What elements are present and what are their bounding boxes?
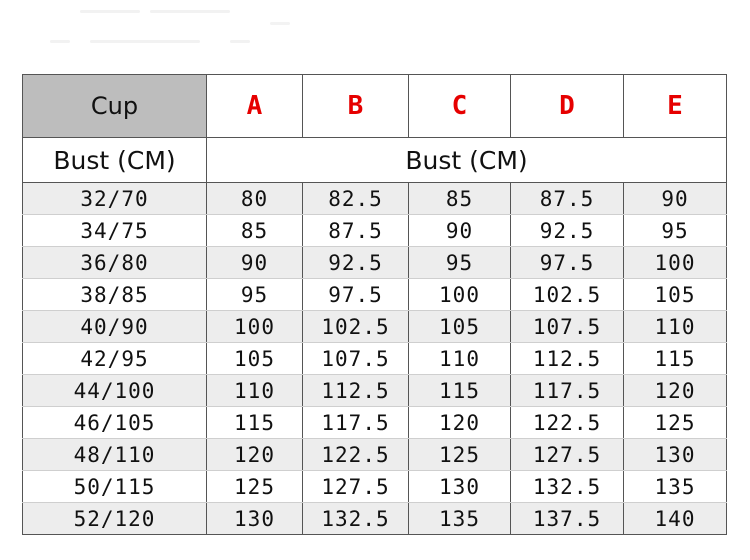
- table-row: [23, 247, 727, 279]
- table-row: [23, 439, 727, 471]
- bust-value-cell: 82.5: [303, 183, 409, 215]
- bust-value-cell: 125: [624, 407, 727, 439]
- bust-value-cell: 107.5: [303, 343, 409, 375]
- bust-value-cell: 140: [624, 503, 727, 535]
- cup-b: B: [303, 75, 409, 138]
- bust-left-label: Bust (CM): [23, 138, 207, 183]
- faint-watermark: [40, 6, 300, 50]
- table-row: [23, 407, 727, 439]
- bust-value-cell: 100: [624, 247, 727, 279]
- bust-value-cell: 87.5: [511, 183, 624, 215]
- bust-value-cell: 115: [624, 343, 727, 375]
- bust-value-cell: 95: [624, 215, 727, 247]
- band-size-cell: 44/100: [23, 375, 207, 407]
- bust-value-cell: 115: [409, 375, 511, 407]
- band-size-cell: 42/95: [23, 343, 207, 375]
- bust-value-cell: 107.5: [511, 311, 624, 343]
- size-chart-table: [22, 74, 727, 535]
- cup-a: A: [207, 75, 303, 138]
- bust-value-cell: 127.5: [511, 439, 624, 471]
- bust-subheader-row: [23, 138, 727, 183]
- bust-value-cell: 95: [409, 247, 511, 279]
- bust-value-cell: 120: [207, 439, 303, 471]
- cup-header-row: [23, 75, 727, 138]
- bust-value-cell: 85: [409, 183, 511, 215]
- table-row: [23, 279, 727, 311]
- bust-value-cell: 105: [409, 311, 511, 343]
- table-row: [23, 375, 727, 407]
- bust-value-cell: 120: [409, 407, 511, 439]
- bust-value-cell: 122.5: [303, 439, 409, 471]
- bust-value-cell: 90: [409, 215, 511, 247]
- bust-value-cell: 102.5: [303, 311, 409, 343]
- bust-value-cell: 95: [207, 279, 303, 311]
- bust-value-cell: 135: [624, 471, 727, 503]
- bust-value-cell: 92.5: [303, 247, 409, 279]
- bust-value-cell: 92.5: [511, 215, 624, 247]
- band-size-cell: 36/80: [23, 247, 207, 279]
- bust-value-cell: 132.5: [511, 471, 624, 503]
- bust-value-cell: 112.5: [511, 343, 624, 375]
- band-size-cell: 38/85: [23, 279, 207, 311]
- bust-value-cell: 80: [207, 183, 303, 215]
- band-size-cell: 34/75: [23, 215, 207, 247]
- bust-value-cell: 112.5: [303, 375, 409, 407]
- table-row: [23, 343, 727, 375]
- cup-corner-label: Cup: [23, 75, 207, 138]
- bust-value-cell: 90: [207, 247, 303, 279]
- bust-value-cell: 110: [207, 375, 303, 407]
- size-rows: [23, 183, 727, 535]
- bust-value-cell: 125: [207, 471, 303, 503]
- bust-value-cell: 100: [207, 311, 303, 343]
- bust-value-cell: 102.5: [511, 279, 624, 311]
- bust-value-cell: 130: [624, 439, 727, 471]
- bust-span-label: Bust (CM): [207, 138, 727, 183]
- bust-value-cell: 117.5: [303, 407, 409, 439]
- bust-value-cell: 130: [207, 503, 303, 535]
- table-row: [23, 471, 727, 503]
- bust-value-cell: 120: [624, 375, 727, 407]
- bust-value-cell: 105: [624, 279, 727, 311]
- table-row: [23, 311, 727, 343]
- bust-value-cell: 87.5: [303, 215, 409, 247]
- cup-e: E: [624, 75, 727, 138]
- bust-value-cell: 97.5: [303, 279, 409, 311]
- cup-c: C: [409, 75, 511, 138]
- bust-value-cell: 110: [624, 311, 727, 343]
- cup-d: D: [511, 75, 624, 138]
- table-row: [23, 215, 727, 247]
- bust-value-cell: 90: [624, 183, 727, 215]
- table-row: [23, 183, 727, 215]
- bust-value-cell: 85: [207, 215, 303, 247]
- bust-value-cell: 97.5: [511, 247, 624, 279]
- bust-value-cell: 125: [409, 439, 511, 471]
- bust-value-cell: 132.5: [303, 503, 409, 535]
- table-row: [23, 503, 727, 535]
- bust-value-cell: 115: [207, 407, 303, 439]
- bust-value-cell: 127.5: [303, 471, 409, 503]
- bust-value-cell: 135: [409, 503, 511, 535]
- band-size-cell: 50/115: [23, 471, 207, 503]
- band-size-cell: 52/120: [23, 503, 207, 535]
- bust-value-cell: 105: [207, 343, 303, 375]
- band-size-cell: 48/110: [23, 439, 207, 471]
- bust-value-cell: 130: [409, 471, 511, 503]
- band-size-cell: 32/70: [23, 183, 207, 215]
- band-size-cell: 40/90: [23, 311, 207, 343]
- bust-value-cell: 122.5: [511, 407, 624, 439]
- bust-value-cell: 137.5: [511, 503, 624, 535]
- band-size-cell: 46/105: [23, 407, 207, 439]
- bust-value-cell: 110: [409, 343, 511, 375]
- bust-value-cell: 117.5: [511, 375, 624, 407]
- bust-value-cell: 100: [409, 279, 511, 311]
